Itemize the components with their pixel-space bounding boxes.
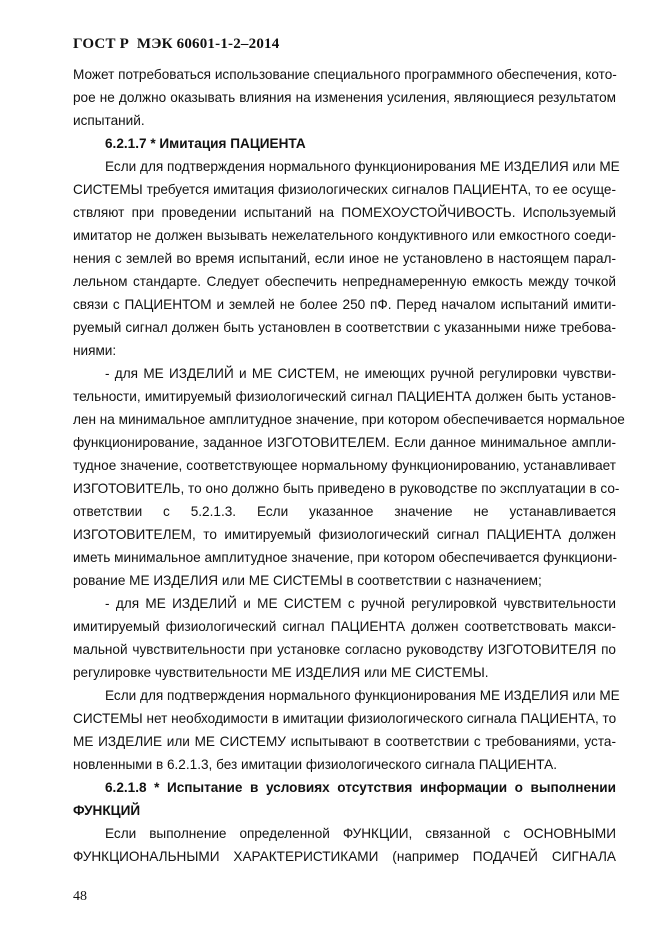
- text-line: лен на минимальное амплитудное значение, при котором обеспечивается нормальное: [73, 412, 625, 427]
- text-line: мальной чувствительности при установке согласно руководству ИЗГОТОВИТЕЛЯ по: [73, 642, 616, 657]
- section-heading-continuation: ФУНКЦИЙ: [73, 803, 141, 818]
- text-line: тельности, имитируемый физиологический сигнал ПАЦИЕНТА должен быть установ-: [73, 389, 616, 404]
- text-line: ствляют при проведении испытаний на ПОМЕХОУСТОЙЧИВОСТЬ. Используемый: [73, 205, 616, 220]
- text-line: регулировке чувствительности МЕ ИЗДЕЛИЯ или МЕ СИСТЕМЫ.: [73, 665, 489, 680]
- text-line: Если выполнение определенной ФУНКЦИИ, связанной с ОСНОВНЫМИ: [105, 826, 616, 841]
- text-line: ФУНКЦИОНАЛЬНЫМИ ХАРАКТЕРИСТИКАМИ (например ПОДАЧЕЙ СИГНАЛА: [73, 849, 616, 864]
- text-line: тудное значение, соответствующее нормальному функционированию, устанавливает: [73, 458, 616, 473]
- list-item: - для МЕ ИЗДЕЛИЙ и МЕ СИСТЕМ с ручной регулировкой чувствительности: [105, 596, 616, 611]
- text-line: функционирование, заданное ИЗГОТОВИТЕЛЕМ. Если данное минимальное ампли-: [73, 435, 616, 450]
- text-line: ниями:: [73, 343, 117, 358]
- document-header: ГОСТ Р МЭК 60601-1-2–2014: [73, 36, 280, 52]
- text-line: имитируемый физиологический сигнал ПАЦИЕНТА должен соответствовать макси-: [73, 619, 616, 634]
- text-line: Может потребоваться использование специального программного обеспечения, кото-: [73, 67, 617, 82]
- text-line: Если для подтверждения нормального функционирования МЕ ИЗДЕЛИЯ или МЕ: [105, 159, 620, 174]
- text-line: МЕ ИЗДЕЛИЕ или МЕ СИСТЕМУ испытывают в соответствии с требованиями, уста-: [73, 734, 616, 749]
- text-line: нения с землей во время испытаний, если иное не установлено в настоящем парал-: [73, 251, 616, 266]
- text-line: СИСТЕМЫ нет необходимости в имитации физиологического сигнала ПАЦИЕНТА, то: [73, 711, 617, 726]
- text-line: лельном стандарте. Следует обеспечить непреднамеренную емкость между точкой: [73, 274, 616, 289]
- text-line: ответствии с 5.2.1.3. Если указанное значение не устанавливается: [73, 504, 616, 519]
- text-line: испытаний.: [73, 113, 145, 128]
- text-line: СИСТЕМЫ требуется имитация физиологических сигналов ПАЦИЕНТА, то ее осуще-: [73, 182, 616, 197]
- page-number: 48: [73, 889, 87, 904]
- text-line: новленными в 6.2.1.3, без имитации физиологического сигнала ПАЦИЕНТА.: [73, 757, 557, 772]
- text-line: иметь минимальное амплитудное значение, при котором обеспечивается функциони-: [73, 550, 618, 565]
- text-line: Если для подтверждения нормального функционирования МЕ ИЗДЕЛИЯ или МЕ: [105, 688, 620, 703]
- text-line: ИЗГОТОВИТЕЛЬ, то оно должно быть приведено в руководстве по эксплуатации в со-: [73, 481, 620, 496]
- section-heading-6-2-1-7: 6.2.1.7 * Имитация ПАЦИЕНТА: [105, 136, 306, 151]
- text-line: ИЗГОТОВИТЕЛЕМ, то имитируемый физиологический сигнал ПАЦИЕНТА должен: [73, 527, 616, 542]
- text-line: имитатор не должен вызывать нежелательного кондуктивного или емкостного соеди-: [73, 228, 616, 243]
- text-line: связи с ПАЦИЕНТОМ и землей не более 250 пФ. Перед началом испытаний имити-: [73, 297, 616, 312]
- text-line: рование МЕ ИЗДЕЛИЯ или МЕ СИСТЕМЫ в соответствии с назначением;: [73, 573, 542, 588]
- text-line: руемый сигнал должен быть установлен в соответствии с указанными ниже требова-: [73, 320, 616, 335]
- section-heading-6-2-1-8: 6.2.1.8 * Испытание в условиях отсутствия информации о выполнении: [105, 780, 616, 795]
- text-line: рое не должно оказывать влияния на изменения усиления, являющиеся результатом: [73, 90, 616, 105]
- list-item: - для МЕ ИЗДЕЛИЙ и МЕ СИСТЕМ, не имеющих ручной регулировки чувстви-: [105, 366, 616, 381]
